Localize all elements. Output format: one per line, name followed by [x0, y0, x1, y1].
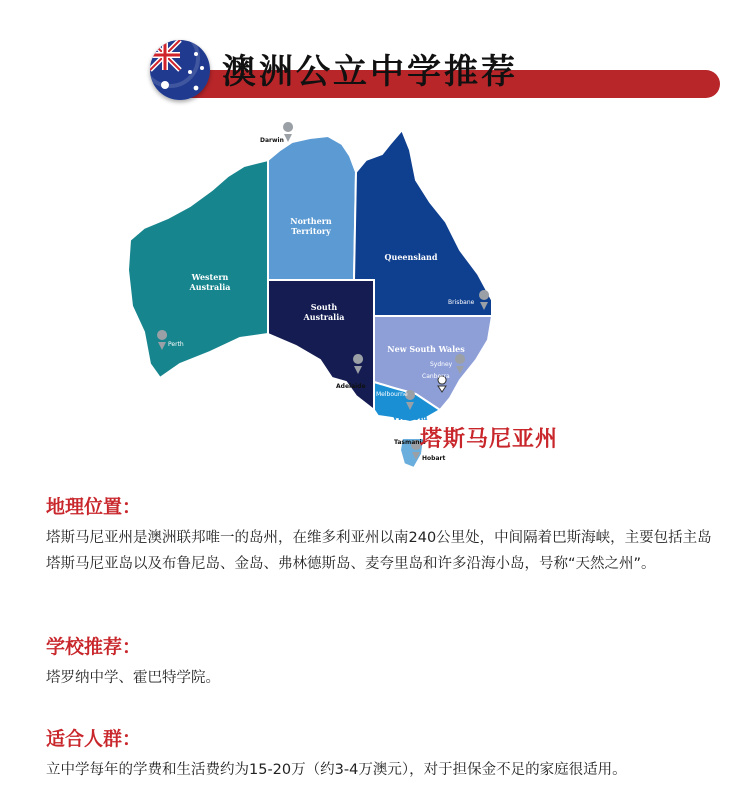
section-schools-heading: 学校推荐： [46, 636, 142, 658]
label-perth: Perth [168, 341, 184, 348]
tasmania-highlight-label: 塔斯马尼亚州 [420, 427, 559, 452]
section-schools [46, 632, 716, 691]
label-western-australia-line1: Western [191, 272, 229, 282]
label-canberra: Canberra [422, 373, 450, 380]
label-northern-territory-line2: Territory [291, 226, 331, 236]
section-audience [46, 724, 716, 783]
region-south-australia [268, 280, 374, 410]
label-south-australia-line2: Australia [303, 312, 345, 322]
section-audience-body: 立中学每年的学费和生活费约为15-20万（约3-4万澳元），对于担保金不足的家庭很适用。 [46, 762, 627, 778]
label-tasmania: Tasmania [394, 439, 426, 446]
section-location [46, 492, 716, 577]
label-darwin: Darwin [260, 137, 284, 144]
label-brisbane: Brisbane [448, 299, 475, 306]
pin-darwin-icon [283, 122, 293, 142]
label-hobart: Hobart [422, 455, 446, 462]
section-schools-body: 塔罗纳中学、霍巴特学院。 [46, 670, 220, 686]
region-northern-territory [268, 136, 356, 280]
title-banner [150, 40, 580, 102]
label-adelaide: Adelaide [336, 383, 366, 390]
label-new-south-wales: New South Wales [387, 344, 465, 354]
page-title: 澳洲公立中学推荐 [222, 52, 518, 92]
section-location-body: 塔斯马尼亚州是澳洲联邦唯一的岛州，在维多利亚州以南240公里处，中间隔着巴斯海峡，主要包括主岛塔斯马尼亚岛以及布鲁尼岛、金岛、弗林德斯岛、麦夸里岛和许多沿海小岛，号称“天然之州”。 [46, 530, 712, 572]
section-audience-heading: 适合人群： [46, 728, 142, 750]
section-location-heading: 地理位置： [46, 496, 142, 518]
label-melbourne: Melbourne [376, 391, 408, 398]
label-south-australia-line1: South [310, 302, 338, 312]
australia-flag-icon [150, 40, 210, 100]
region-western-australia [128, 160, 268, 378]
label-queensland: Queensland [384, 252, 438, 262]
label-sydney: Sydney [430, 361, 453, 368]
label-western-australia-line2: Australia [189, 282, 231, 292]
label-victoria: Victoria [392, 412, 428, 422]
label-northern-territory-line1: Northern [290, 216, 332, 226]
